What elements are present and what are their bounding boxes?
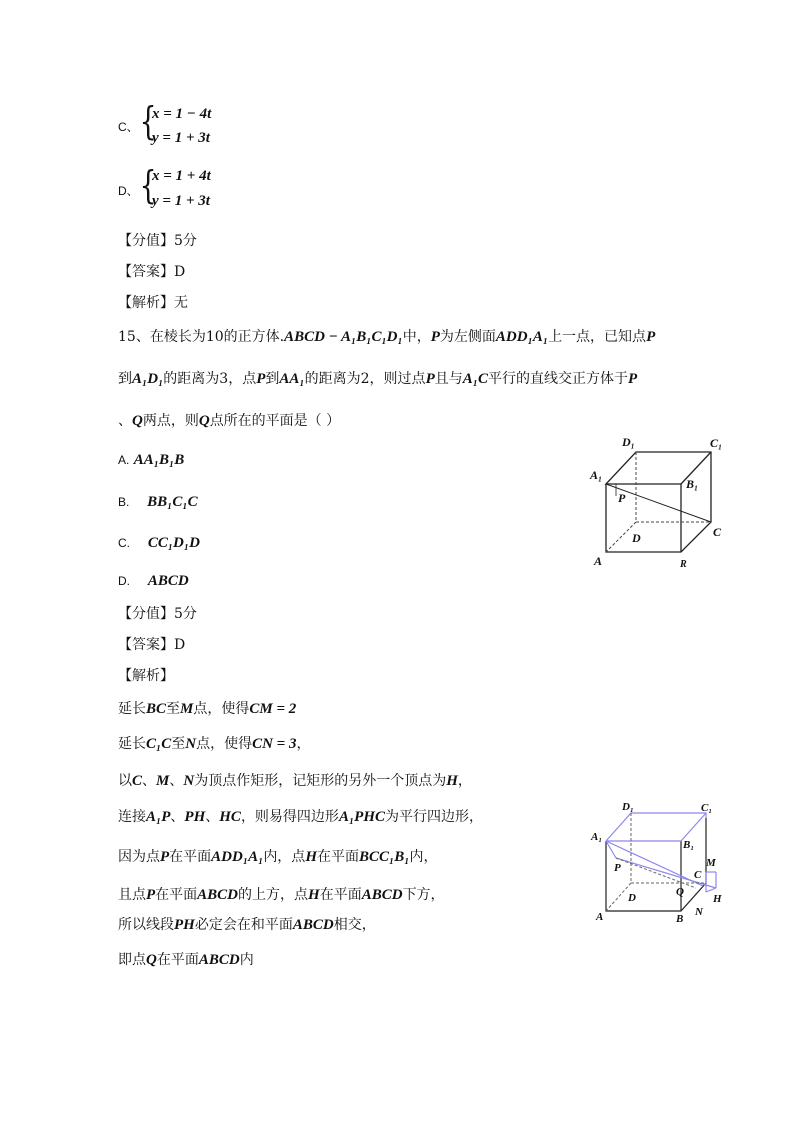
q15-stem-line1: 15、在棱长为10的正方体.ABCD − A₁B₁C₁D₁中，P为左侧面ADD₁A₁上一点，已知点P — [118, 329, 656, 345]
option-c-line1: x = 1 − 4t — [152, 106, 212, 122]
solution-line-1: 延长BC至M点，使得CM = 2 — [118, 701, 297, 717]
fig1-label-c1: C₁ — [710, 436, 723, 450]
option-c-line2: y = 1 + 3t — [152, 130, 210, 146]
fig1-label-a1: A₁ — [590, 468, 603, 482]
q15-option-b: B. BB₁C₁C — [118, 494, 198, 510]
option-d-label: D、 — [118, 184, 139, 198]
brace-d: { — [139, 163, 157, 207]
fig1-label-b: R — [680, 559, 687, 570]
fig2-label-b1: B₁ — [683, 839, 695, 851]
fig1-label-c: C — [713, 525, 722, 539]
q14-score: 【分值】5分 — [118, 233, 197, 249]
fig1-label-d: D — [632, 531, 641, 545]
fig1-label-a: A — [594, 554, 603, 568]
fig2-label-m: M — [706, 857, 716, 869]
solution-line-2: 延长C₁C至N点，使得CN = 3， — [118, 736, 311, 752]
solution-line-3: 以C、M、N为顶点作矩形，记矩形的另外一个顶点为H， — [118, 773, 472, 789]
fig2-label-p: P — [614, 862, 621, 874]
cube-figure-2 — [588, 798, 738, 938]
fig2-label-c: C — [694, 869, 702, 881]
solution-line-8: 即点Q在平面ABCD内 — [118, 952, 254, 968]
option-c-label: C、 — [118, 120, 139, 134]
q14-answer: 【答案】D — [118, 264, 186, 280]
q15-analysis-title: 【解析】 — [118, 668, 174, 684]
solution-line-5: 因为点P在平面ADD₁A₁内，点H在平面BCC₁B₁内， — [118, 849, 438, 865]
option-d-line2: y = 1 + 3t — [152, 193, 210, 209]
q15-score: 【分值】5分 — [118, 606, 197, 622]
fig2-label-n: N — [695, 906, 703, 918]
fig2-label-d: D — [628, 892, 636, 904]
q15-stem-line3: 、Q两点，则Q点所在的平面是（ ） — [118, 413, 341, 429]
q15-option-c: C. CC₁D₁D — [118, 535, 200, 551]
fig2-label-c1: C₁ — [701, 802, 713, 814]
cube-figure-1 — [588, 432, 728, 572]
solution-line-6: 且点P在平面ABCD的上方，点H在平面ABCD下方， — [118, 887, 445, 903]
fig1-label-d1: D₁ — [622, 435, 635, 449]
fig2-label-b: B — [676, 913, 684, 925]
solution-line-4: 连接A₁P、PH、HC，则易得四边形A₁PHC为平行四边形， — [118, 809, 484, 825]
brace-c: { — [139, 99, 157, 143]
solution-line-7: 所以线段PH必定会在和平面ABCD相交， — [118, 917, 376, 933]
fig1-label-b1: B₁ — [686, 477, 699, 491]
fig2-label-d1: D₁ — [622, 801, 634, 813]
q15-option-a: A. AA₁B₁B — [118, 452, 185, 468]
q15-stem-line2: 到A₁D₁的距离为3，点P到AA₁的距离为2，则过点P且与A₁C平行的直线交正方体于P — [118, 371, 638, 387]
q15-answer: 【答案】D — [118, 637, 186, 653]
q14-analysis: 【解析】无 — [118, 295, 188, 311]
option-d-line1: x = 1 + 4t — [152, 168, 211, 184]
fig2-label-a: A — [596, 911, 604, 923]
fig2-label-a1: A₁ — [591, 831, 603, 843]
q15-option-d: D. ABCD — [118, 573, 189, 589]
fig1-label-p: P — [618, 491, 626, 505]
fig2-label-q: Q — [676, 886, 684, 898]
fig2-label-h: H — [713, 893, 722, 905]
